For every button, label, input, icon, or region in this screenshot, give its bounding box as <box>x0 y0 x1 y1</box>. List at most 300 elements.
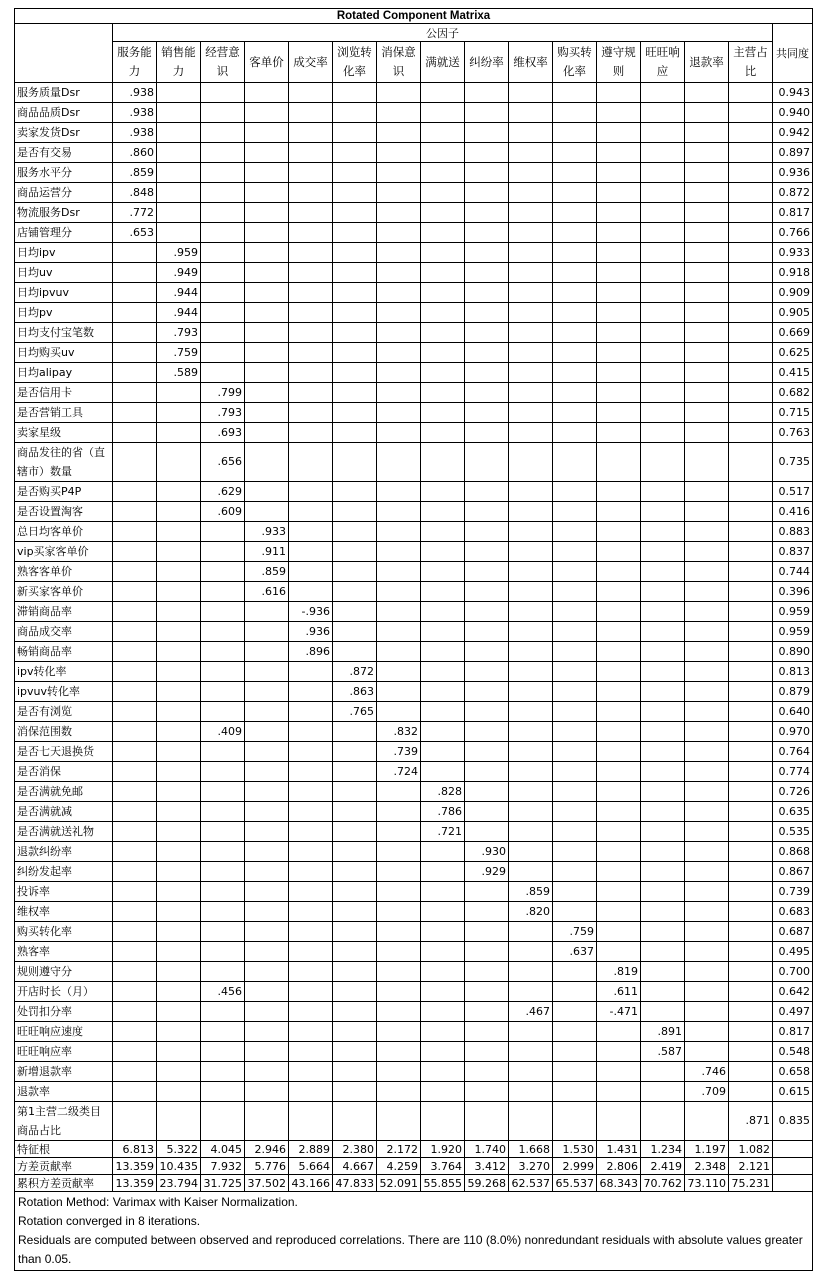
loading-cell <box>465 942 509 962</box>
loading-cell <box>729 1042 773 1062</box>
loading-cell <box>289 343 333 363</box>
loading-cell <box>597 902 641 922</box>
summary-cell: 7.932 <box>201 1158 245 1175</box>
loading-cell <box>465 263 509 283</box>
loading-cell <box>465 203 509 223</box>
commonality-cell: 0.837 <box>773 542 813 562</box>
factor-header: 浏览转化率 <box>333 42 377 83</box>
row-label: 是否有浏览 <box>15 702 113 722</box>
loading-cell <box>157 143 201 163</box>
loading-cell <box>553 782 597 802</box>
loading-cell <box>465 762 509 782</box>
loading-cell <box>685 1002 729 1022</box>
summary-label: 方差贡献率 <box>15 1158 113 1175</box>
loading-cell <box>509 1102 553 1141</box>
loading-cell <box>333 722 377 742</box>
row-label: 是否满就送礼物 <box>15 822 113 842</box>
loading-cell <box>729 403 773 423</box>
loading-cell <box>729 223 773 243</box>
loading-cell <box>729 762 773 782</box>
loading-cell: .938 <box>113 83 157 103</box>
table-row <box>15 622 813 642</box>
loading-cell: .860 <box>113 143 157 163</box>
loading-cell <box>333 1042 377 1062</box>
matrix-body <box>15 83 813 1141</box>
loading-cell <box>553 682 597 702</box>
loading-cell <box>685 223 729 243</box>
loading-cell: .739 <box>377 742 421 762</box>
loading-cell <box>509 163 553 183</box>
loading-cell <box>553 622 597 642</box>
loading-cell <box>333 642 377 662</box>
loading-cell <box>157 1062 201 1082</box>
loading-cell <box>685 263 729 283</box>
loading-cell <box>685 383 729 403</box>
row-label: 日均ipv <box>15 243 113 263</box>
loading-cell <box>641 542 685 562</box>
loading-cell <box>465 143 509 163</box>
loading-cell <box>245 143 289 163</box>
loading-cell <box>157 223 201 243</box>
commonality-cell: 0.744 <box>773 562 813 582</box>
loading-cell <box>729 542 773 562</box>
loading-cell <box>641 982 685 1002</box>
commonality-cell: 0.715 <box>773 403 813 423</box>
commonality-cell: 0.766 <box>773 223 813 243</box>
summary-cell: 1.082 <box>729 1141 773 1158</box>
loading-cell <box>289 103 333 123</box>
loading-cell <box>377 243 421 263</box>
loading-cell <box>509 223 553 243</box>
loading-cell <box>597 123 641 143</box>
loading-cell <box>113 243 157 263</box>
summary-cell: 1.530 <box>553 1141 597 1158</box>
matrix-footer <box>15 1141 813 1192</box>
loading-cell <box>553 443 597 482</box>
loading-cell <box>465 223 509 243</box>
loading-cell <box>553 1062 597 1082</box>
loading-cell <box>509 622 553 642</box>
loading-cell <box>685 323 729 343</box>
row-label: 是否消保 <box>15 762 113 782</box>
loading-cell <box>289 522 333 542</box>
summary-cell: 1.740 <box>465 1141 509 1158</box>
factor-header: 消保意识 <box>377 42 421 83</box>
loading-cell <box>245 802 289 822</box>
loading-cell <box>201 1062 245 1082</box>
loading-cell <box>377 143 421 163</box>
loading-cell <box>641 782 685 802</box>
loading-cell <box>113 1042 157 1062</box>
loading-cell <box>421 602 465 622</box>
loading-cell <box>553 822 597 842</box>
loading-cell <box>333 223 377 243</box>
commonality-cell: 0.940 <box>773 103 813 123</box>
commonality-cell: 0.959 <box>773 622 813 642</box>
loading-cell <box>157 1022 201 1042</box>
loading-cell <box>245 363 289 383</box>
summary-cell: 1.431 <box>597 1141 641 1158</box>
loading-cell <box>377 822 421 842</box>
loading-cell <box>201 802 245 822</box>
loading-cell: .772 <box>113 203 157 223</box>
loading-cell <box>333 83 377 103</box>
corner-cell <box>15 24 113 83</box>
loading-cell <box>685 243 729 263</box>
loading-cell <box>421 642 465 662</box>
loading-cell: .911 <box>245 542 289 562</box>
loading-cell <box>729 942 773 962</box>
loading-cell <box>289 383 333 403</box>
loading-cell <box>421 722 465 742</box>
loading-cell <box>465 83 509 103</box>
loading-cell <box>157 562 201 582</box>
loading-cell <box>245 103 289 123</box>
loading-cell <box>509 203 553 223</box>
loading-cell <box>641 882 685 902</box>
summary-cell: 73.110 <box>685 1175 729 1192</box>
row-label: 消保范围数 <box>15 722 113 742</box>
loading-cell <box>509 982 553 1002</box>
loading-cell <box>465 1022 509 1042</box>
loading-cell <box>333 243 377 263</box>
loading-cell <box>553 562 597 582</box>
loading-cell <box>729 902 773 922</box>
loading-cell <box>641 682 685 702</box>
summary-cell: 31.725 <box>201 1175 245 1192</box>
loading-cell <box>157 842 201 862</box>
loading-cell <box>729 682 773 702</box>
note-rotation-method: Rotation Method: Varimax with Kaiser Normalization. <box>18 1195 298 1209</box>
factor-group-header: 公因子 <box>113 24 773 42</box>
loading-cell <box>377 962 421 982</box>
loading-cell <box>377 323 421 343</box>
loading-cell <box>553 323 597 343</box>
loading-cell <box>333 163 377 183</box>
commonality-cell: 0.635 <box>773 802 813 822</box>
loading-cell <box>377 203 421 223</box>
loading-cell <box>333 1022 377 1042</box>
loading-cell <box>685 482 729 502</box>
loading-cell <box>641 163 685 183</box>
loading-cell <box>553 742 597 762</box>
loading-cell <box>421 383 465 403</box>
loading-cell <box>245 502 289 522</box>
loading-cell <box>597 303 641 323</box>
loading-cell: .859 <box>245 562 289 582</box>
loading-cell <box>157 482 201 502</box>
loading-cell <box>685 163 729 183</box>
loading-cell: .938 <box>113 103 157 123</box>
loading-cell <box>641 283 685 303</box>
loading-cell <box>245 662 289 682</box>
loading-cell <box>289 243 333 263</box>
loading-cell <box>421 962 465 982</box>
loading-cell: .609 <box>201 502 245 522</box>
loading-cell <box>465 662 509 682</box>
loading-cell <box>157 1042 201 1062</box>
loading-cell <box>729 782 773 802</box>
factor-header: 销售能力 <box>157 42 201 83</box>
loading-cell <box>333 842 377 862</box>
summary-cell: 65.537 <box>553 1175 597 1192</box>
loading-cell <box>597 942 641 962</box>
summary-cell: 1.920 <box>421 1141 465 1158</box>
loading-cell <box>597 443 641 482</box>
table-title: Rotated Component Matrixa <box>15 9 813 24</box>
commonality-cell: 0.415 <box>773 363 813 383</box>
loading-cell <box>157 942 201 962</box>
loading-cell <box>509 303 553 323</box>
summary-cell: 62.537 <box>509 1175 553 1192</box>
loading-cell <box>685 283 729 303</box>
loading-cell <box>289 223 333 243</box>
loading-cell <box>377 542 421 562</box>
loading-cell <box>245 1062 289 1082</box>
commonality-cell: 0.909 <box>773 283 813 303</box>
row-label: 熟客客单价 <box>15 562 113 582</box>
loading-cell <box>113 662 157 682</box>
loading-cell: .828 <box>421 782 465 802</box>
loading-cell <box>377 882 421 902</box>
loading-cell <box>641 642 685 662</box>
loading-cell <box>377 383 421 403</box>
summary-cell: 2.946 <box>245 1141 289 1158</box>
row-label: 日均购买uv <box>15 343 113 363</box>
loading-cell <box>553 303 597 323</box>
loading-cell <box>597 183 641 203</box>
loading-cell <box>641 363 685 383</box>
loading-cell: .759 <box>157 343 201 363</box>
loading-cell <box>289 482 333 502</box>
loading-cell <box>553 1022 597 1042</box>
loading-cell <box>245 1082 289 1102</box>
table-row <box>15 183 813 203</box>
loading-cell <box>333 143 377 163</box>
row-label: 退款率 <box>15 1082 113 1102</box>
loading-cell <box>289 323 333 343</box>
loading-cell <box>597 323 641 343</box>
loading-cell <box>641 1062 685 1082</box>
loading-cell <box>289 682 333 702</box>
loading-cell <box>685 862 729 882</box>
table-row <box>15 962 813 982</box>
loading-cell <box>245 343 289 363</box>
loading-cell <box>553 223 597 243</box>
loading-cell <box>553 103 597 123</box>
loading-cell <box>201 582 245 602</box>
loading-cell <box>729 1022 773 1042</box>
row-label: 是否七天退换货 <box>15 742 113 762</box>
loading-cell <box>201 83 245 103</box>
commonality-cell: 0.905 <box>773 303 813 323</box>
row-label: 服务水平分 <box>15 163 113 183</box>
loading-cell <box>113 982 157 1002</box>
loading-cell <box>333 183 377 203</box>
loading-cell: .653 <box>113 223 157 243</box>
loading-cell <box>289 303 333 323</box>
row-label: 服务质量Dsr <box>15 83 113 103</box>
factor-header: 遵守规则 <box>597 42 641 83</box>
loading-cell <box>465 582 509 602</box>
loading-cell <box>553 203 597 223</box>
loading-cell <box>245 642 289 662</box>
summary-cell: 2.889 <box>289 1141 333 1158</box>
commonality-cell: 0.835 <box>773 1102 813 1141</box>
loading-cell <box>685 143 729 163</box>
loading-cell <box>113 542 157 562</box>
loading-cell <box>597 622 641 642</box>
loading-cell <box>333 1062 377 1082</box>
summary-cell: 13.359 <box>113 1175 157 1192</box>
loading-cell <box>729 143 773 163</box>
commonality-cell: 0.872 <box>773 183 813 203</box>
loading-cell <box>553 962 597 982</box>
loading-cell <box>465 722 509 742</box>
loading-cell <box>685 123 729 143</box>
loading-cell <box>597 1022 641 1042</box>
row-label: 退款纠纷率 <box>15 842 113 862</box>
loading-cell <box>289 1062 333 1082</box>
loading-cell <box>289 1022 333 1042</box>
loading-cell <box>465 982 509 1002</box>
loading-cell <box>597 283 641 303</box>
loading-cell <box>421 123 465 143</box>
loading-cell <box>641 243 685 263</box>
loading-cell <box>553 423 597 443</box>
summary-cell: 1.234 <box>641 1141 685 1158</box>
summary-cell: 1.197 <box>685 1141 729 1158</box>
loading-cell <box>509 123 553 143</box>
row-label: 维权率 <box>15 902 113 922</box>
loading-cell <box>113 602 157 622</box>
loading-cell <box>333 582 377 602</box>
loading-cell <box>509 522 553 542</box>
loading-cell <box>465 702 509 722</box>
loading-cell <box>289 363 333 383</box>
loading-cell: .589 <box>157 363 201 383</box>
loading-cell <box>553 83 597 103</box>
summary-row <box>15 1158 813 1175</box>
loading-cell <box>245 1102 289 1141</box>
loading-cell <box>597 722 641 742</box>
summary-cell: 13.359 <box>113 1158 157 1175</box>
loading-cell <box>641 83 685 103</box>
loading-cell <box>729 163 773 183</box>
loading-cell: .933 <box>245 522 289 542</box>
loading-cell <box>245 782 289 802</box>
loading-cell <box>465 502 509 522</box>
loading-cell <box>201 782 245 802</box>
loading-cell <box>465 962 509 982</box>
loading-cell <box>245 183 289 203</box>
row-label: 是否有交易 <box>15 143 113 163</box>
loading-cell <box>465 303 509 323</box>
factor-header: 纠纷率 <box>465 42 509 83</box>
loading-cell: .944 <box>157 303 201 323</box>
loading-cell <box>157 103 201 123</box>
commonality-cell: 0.883 <box>773 522 813 542</box>
loading-cell <box>113 303 157 323</box>
loading-cell <box>333 323 377 343</box>
summary-cell: 59.268 <box>465 1175 509 1192</box>
row-label: 第1主营二级类目商品占比 <box>15 1102 113 1141</box>
loading-cell <box>245 482 289 502</box>
loading-cell <box>421 842 465 862</box>
summary-empty-cell <box>773 1158 813 1175</box>
loading-cell <box>597 502 641 522</box>
loading-cell <box>509 822 553 842</box>
factor-header: 退款率 <box>685 42 729 83</box>
loading-cell <box>377 443 421 482</box>
loading-cell <box>553 902 597 922</box>
loading-cell <box>377 802 421 822</box>
loading-cell <box>113 782 157 802</box>
loading-cell <box>421 83 465 103</box>
commonality-cell: 0.763 <box>773 423 813 443</box>
loading-cell <box>553 1102 597 1141</box>
loading-cell <box>157 602 201 622</box>
summary-cell: 2.419 <box>641 1158 685 1175</box>
row-label: 店铺管理分 <box>15 223 113 243</box>
loading-cell <box>245 223 289 243</box>
table-row <box>15 143 813 163</box>
loading-cell <box>289 702 333 722</box>
table-row <box>15 1062 813 1082</box>
loading-cell <box>465 782 509 802</box>
commonality-cell: 0.535 <box>773 822 813 842</box>
loading-cell <box>113 403 157 423</box>
summary-cell: 2.121 <box>729 1158 773 1175</box>
loading-cell <box>729 602 773 622</box>
loading-cell <box>377 582 421 602</box>
loading-cell <box>245 982 289 1002</box>
commonality-cell: 0.959 <box>773 602 813 622</box>
table-row <box>15 662 813 682</box>
factor-header: 服务能力 <box>113 42 157 83</box>
loading-cell <box>157 702 201 722</box>
loading-cell <box>597 482 641 502</box>
loading-cell <box>157 502 201 522</box>
loading-cell <box>157 443 201 482</box>
loading-cell <box>553 542 597 562</box>
loading-cell <box>113 922 157 942</box>
commonality-cell: 0.764 <box>773 742 813 762</box>
loading-cell <box>333 423 377 443</box>
loading-cell <box>333 103 377 123</box>
loading-cell <box>201 163 245 183</box>
loading-cell <box>597 882 641 902</box>
loading-cell <box>289 562 333 582</box>
note-residuals: Residuals are computed between observed and reproduced correlations. There are 110 (8.0%) nonredundant residuals with absolute values greater than 0.05. <box>18 1233 803 1266</box>
loading-cell <box>113 1082 157 1102</box>
loading-cell <box>201 862 245 882</box>
summary-cell: 10.435 <box>157 1158 201 1175</box>
loading-cell <box>597 383 641 403</box>
loading-cell <box>377 403 421 423</box>
loading-cell <box>641 223 685 243</box>
loading-cell <box>289 742 333 762</box>
loading-cell <box>597 263 641 283</box>
loading-cell <box>245 403 289 423</box>
summary-cell: 2.806 <box>597 1158 641 1175</box>
loading-cell <box>113 482 157 502</box>
loading-cell: .859 <box>509 882 553 902</box>
loading-cell <box>509 83 553 103</box>
loading-cell <box>333 263 377 283</box>
loading-cell <box>377 283 421 303</box>
loading-cell <box>421 1082 465 1102</box>
